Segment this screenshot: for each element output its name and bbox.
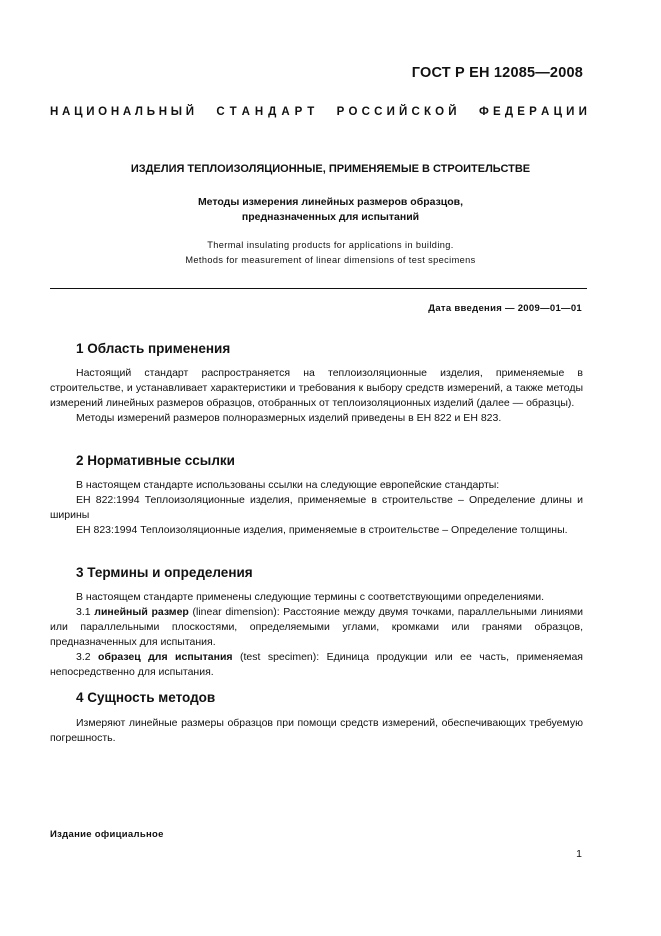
banner-word-4: Ф Е Д Е Р А Ц И И — [478, 106, 587, 118]
term-3-1-definition: (linear dimension): Расстояние между двумя точками, параллельными линиями или параллельными плоскостями, определяемыми углами, кромками или гранями образцов, предназначенных для испытания. — [50, 606, 583, 648]
section-2-reference-2: ЕН 823:1994 Теплоизоляционные изделия, применяемые в строительстве – Определение толщины. — [76, 524, 568, 536]
section-4-heading: 4 Сущность методов — [76, 690, 216, 705]
term-3-2-definition: (test specimen): Единица продукции или ее часть, применяемая непосредственно для испытания. — [50, 651, 583, 678]
section-2-heading: 2 Нормативные ссылки — [76, 453, 235, 468]
document-subtitle — [0, 195, 661, 225]
term-3-2-number: 3.2 — [76, 651, 91, 663]
edition-note: Издание официальное — [50, 829, 164, 840]
subtitle-line-1: Методы измерения линейных размеров образцов, — [197, 196, 464, 208]
top-divider — [50, 288, 587, 289]
section-2-paragraph-1: В настоящем стандарте использованы ссылки на следующие европейские стандарты: — [76, 479, 500, 491]
term-3-1 — [50, 605, 583, 650]
section-1-heading: 1 Область применения — [76, 341, 231, 356]
page-number: 1 — [576, 848, 582, 860]
term-3-1-term: линейный размер — [94, 606, 189, 618]
section-1-paragraph-1: Настоящий стандарт распространяется на теплоизоляционные изделия, применяемые в строительстве, и устанавливает характеристики и требования к выбору средств измерений, а также методы измерений линейных размеров образцов, отобранных от теплоизоляционных изделий (далее — образцы). — [50, 367, 583, 409]
national-standard-banner — [50, 106, 587, 118]
section-2-body — [50, 478, 583, 538]
section-2-reference-1: ЕН 822:1994 Теплоизоляционные изделия, применяемые в строительстве – Определение длины и ширины — [50, 494, 583, 521]
english-title — [0, 238, 661, 268]
standard-code: ГОСТ Р ЕН 12085—2008 — [411, 65, 583, 81]
subtitle-line-2: предназначенных для испытаний — [241, 211, 420, 223]
term-3-2 — [50, 650, 583, 680]
section-3-heading: 3 Термины и определения — [76, 565, 253, 580]
banner-word-3: Р О С С И Й С К О Й — [336, 106, 457, 118]
section-1-paragraph-2: Методы измерений размеров полноразмерных изделий приведены в ЕН 822 и ЕН 823. — [76, 412, 502, 424]
banner-word-1: Н А Ц И О Н А Л Ь Н Ы Й — [50, 106, 194, 118]
english-title-line-1: Thermal insulating products for applications in building. — [207, 240, 454, 250]
section-3-body — [50, 590, 583, 680]
term-3-2-term: образец для испытания — [98, 651, 233, 663]
section-4-paragraph-1: Измеряют линейные размеры образцов при помощи средств измерений, обеспечивающих требуемую погрешность. — [50, 717, 583, 744]
section-4-body — [50, 716, 583, 746]
effective-date: Дата введения — 2009—01—01 — [428, 303, 582, 314]
term-3-1-number: 3.1 — [76, 606, 91, 618]
section-1-body — [50, 366, 583, 426]
banner-word-2: С Т А Н Д А Р Т — [216, 106, 315, 118]
section-3-paragraph-1: В настоящем стандарте применены следующие термины с соответствующими определениями. — [76, 591, 545, 603]
english-title-line-2: Methods for measurement of linear dimensions of test specimens — [185, 255, 476, 265]
document-title: ИЗДЕЛИЯ ТЕПЛОИЗОЛЯЦИОННЫЕ, ПРИМЕНЯЕМЫЕ В СТРОИТЕЛЬСТВЕ — [130, 163, 531, 175]
